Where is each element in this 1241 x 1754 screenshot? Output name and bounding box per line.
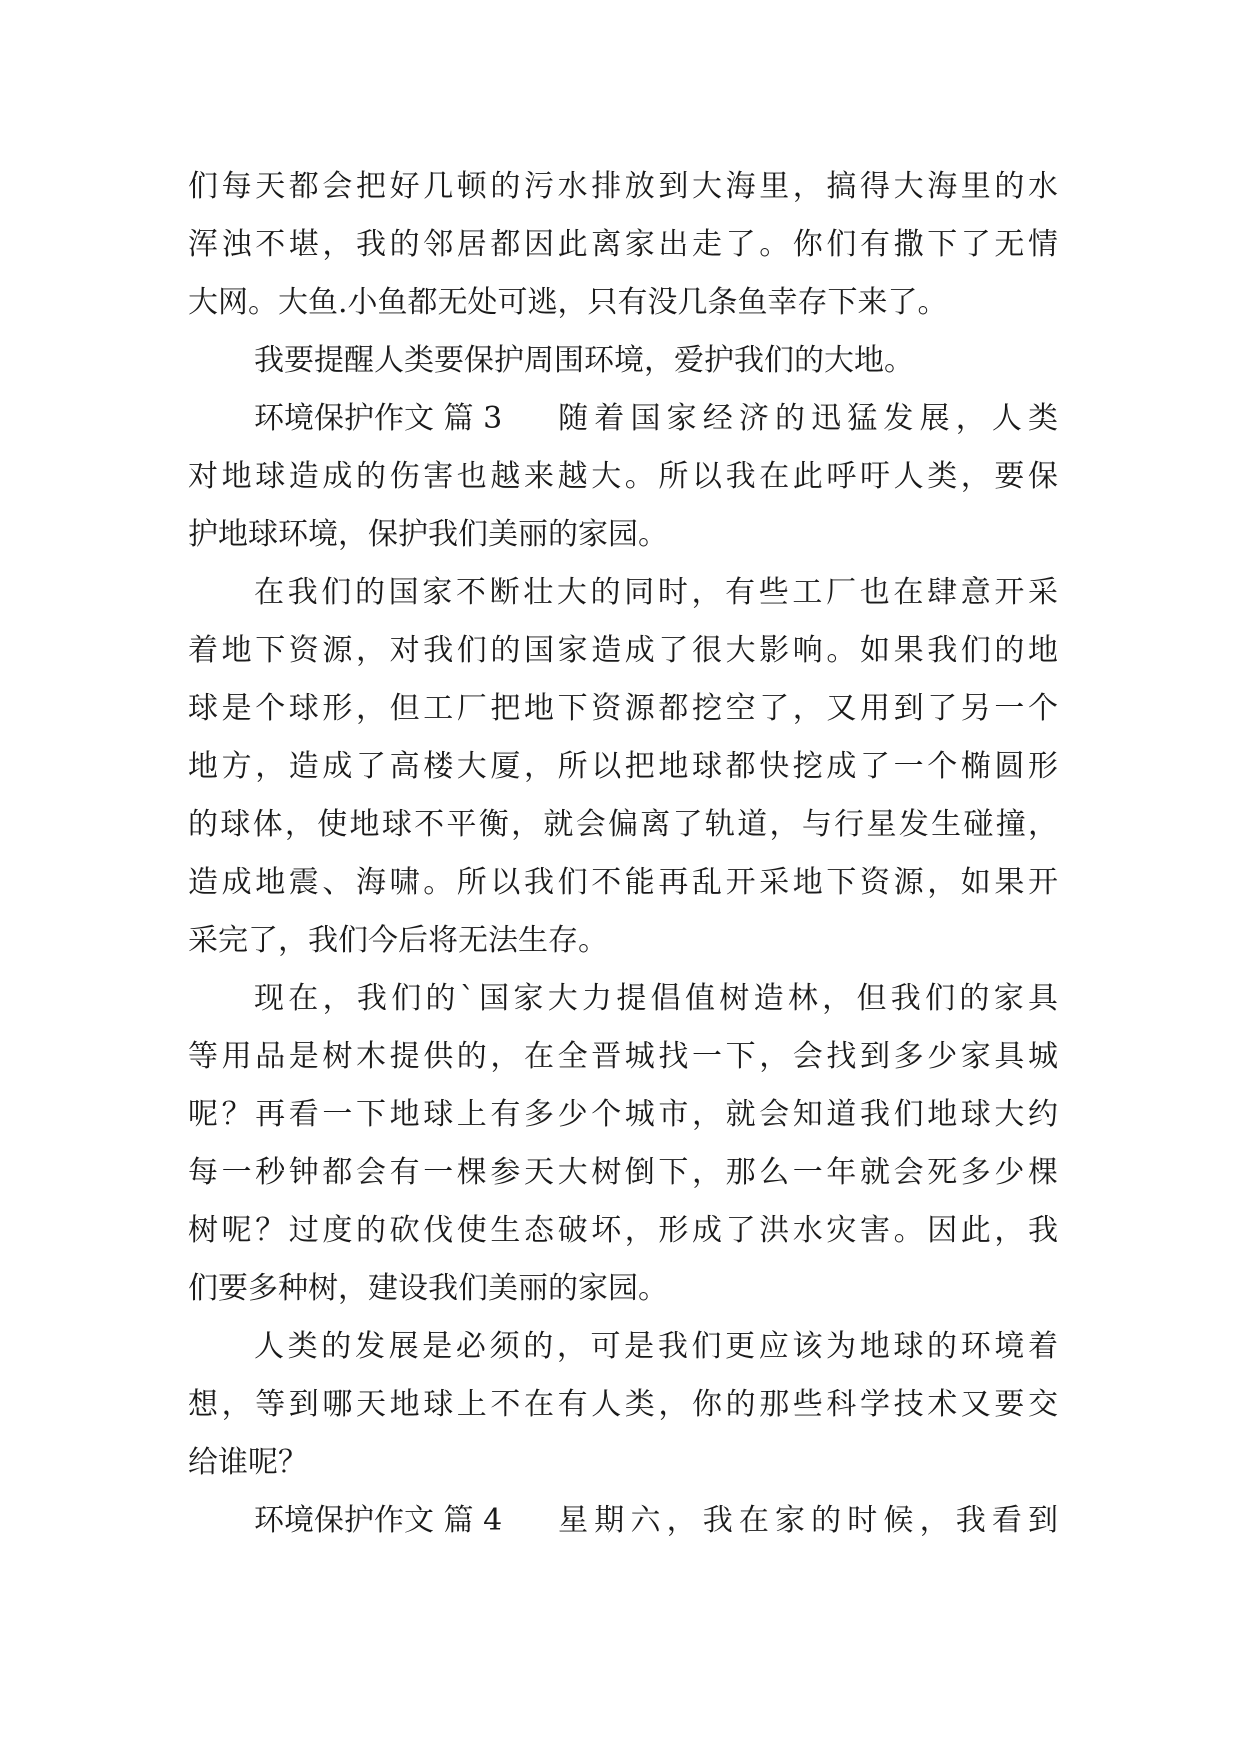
section-title-3: 环境保护作文 篇 3: [254, 401, 503, 436]
text-line: 球是个球形，但工厂把地下资源都挖空了，又用到了另一个: [188, 691, 1058, 726]
text-line: 护地球环境，保护我们美丽的家园。: [188, 517, 668, 552]
section-heading-4: [188, 1492, 1058, 1550]
section-intro-4: 星期六，我在家的时候，我看到: [558, 1503, 1058, 1538]
paragraph-start-line: 现在，我们的`国家大力提倡值树造林，但我们的家具: [254, 981, 1058, 1016]
text-line: 想，等到哪天地球上不在有人类，你的那些科学技术又要交: [188, 1387, 1058, 1422]
text-line: 浑浊不堪，我的邻居都因此离家出走了。你们有撒下了无情: [188, 227, 1058, 262]
section-intro-3: 随着国家经济的迅猛发展，人类: [558, 401, 1058, 436]
paragraph-start-line: 人类的发展是必须的，可是我们更应该为地球的环境着: [254, 1329, 1058, 1364]
text-line: 采完了，我们今后将无法生存。: [188, 923, 608, 958]
paragraph-start-line: 我要提醒人类要保护周围环境，爱护我们的大地。: [254, 343, 914, 378]
text-line: 呢？再看一下地球上有多少个城市，就会知道我们地球大约: [188, 1097, 1058, 1132]
text-line: 每一秒钟都会有一棵参天大树倒下，那么一年就会死多少棵: [188, 1155, 1058, 1190]
paragraph-start-line: 在我们的国家不断壮大的同时，有些工厂也在肆意开采: [254, 575, 1058, 610]
text-line: 等用品是树木提供的，在全晋城找一下，会找到多少家具城: [188, 1039, 1058, 1074]
text-line: 对地球造成的伤害也越来越大。所以我在此呼吁人类，要保: [188, 459, 1058, 494]
text-line: 着地下资源，对我们的国家造成了很大影响。如果我们的地: [188, 633, 1058, 668]
text-line: 大网。大鱼.小鱼都无处可逃，只有没几条鱼幸存下来了。: [188, 285, 948, 320]
text-line: 造成地震、海啸。所以我们不能再乱开采地下资源，如果开: [188, 865, 1058, 900]
text-line: 的球体，使地球不平衡，就会偏离了轨道，与行星发生碰撞，: [188, 807, 1058, 842]
text-line: 树呢？过度的砍伐使生态破坏，形成了洪水灾害。因此，我: [188, 1213, 1058, 1248]
text-line: 们每天都会把好几顿的污水排放到大海里，搞得大海里的水: [188, 169, 1058, 204]
text-line: 地方，造成了高楼大厦，所以把地球都快挖成了一个椭圆形: [188, 749, 1058, 784]
section-title-4: 环境保护作文 篇 4: [254, 1503, 503, 1538]
text-line: 们要多种树，建设我们美丽的家园。: [188, 1271, 668, 1306]
essay-body: [188, 158, 1058, 1550]
section-heading-3: [188, 390, 1058, 448]
text-line: 给谁呢？: [188, 1445, 308, 1480]
